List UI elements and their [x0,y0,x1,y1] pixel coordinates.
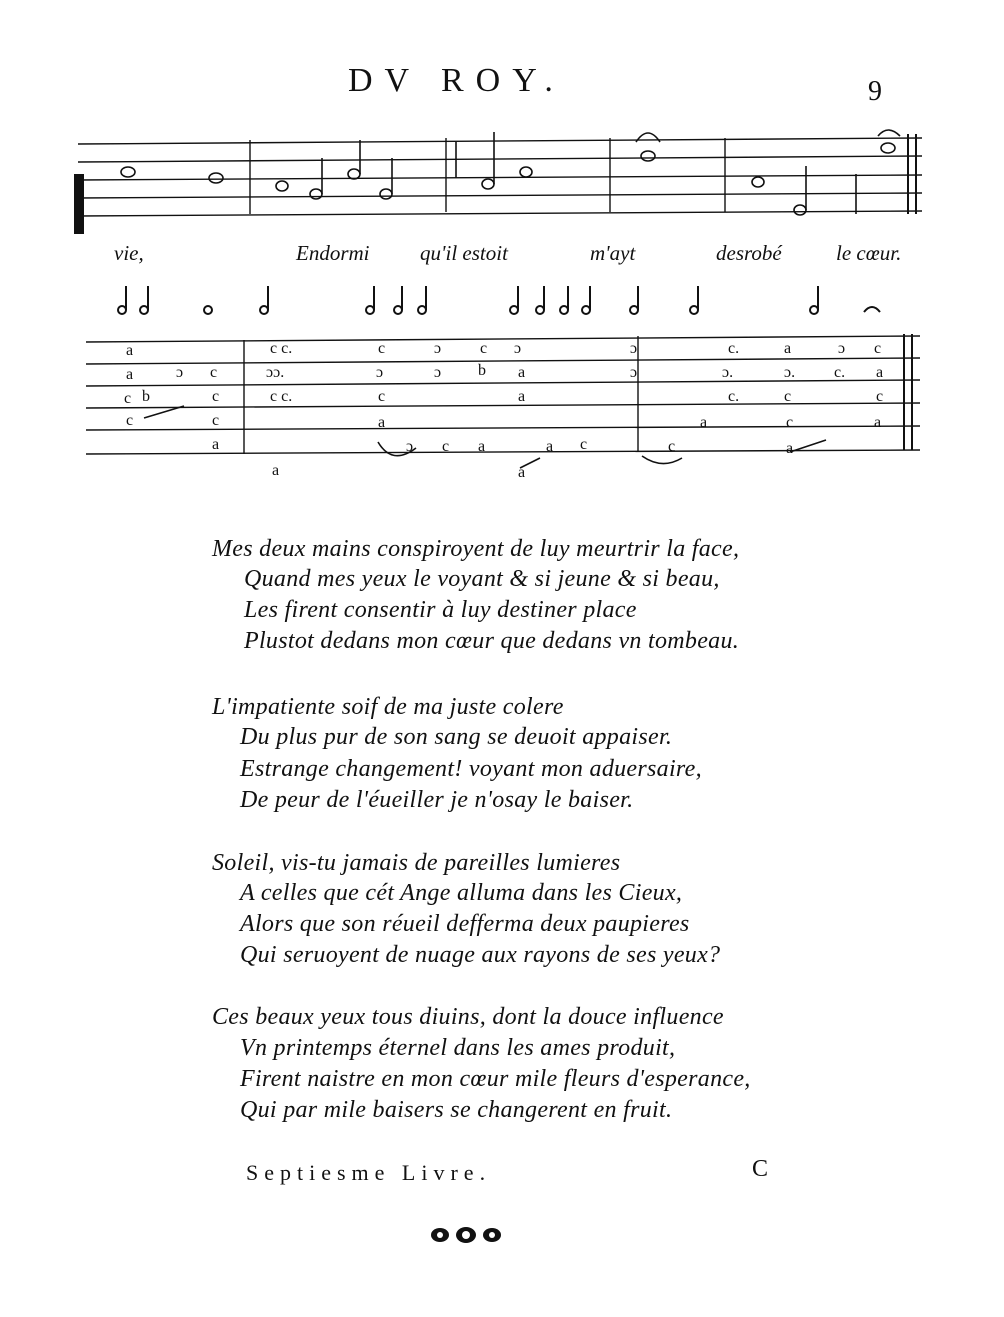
tab-bass-letter: a [272,462,280,479]
verse-line: A celles que cét Ange alluma dans les Cieux, [240,880,683,906]
tab-letter: c [210,364,218,381]
vocal-staff [70,118,930,240]
page-number: 9 [868,76,882,107]
tab-letter: a [126,366,134,383]
tab-letter: c. [728,388,740,405]
tab-letter: c [876,388,884,405]
tab-letter: ɔ [434,340,442,357]
verse-line: Alors que son réueil defferma deux paupieres [240,911,690,937]
tab-letter: c [786,414,794,431]
tab-letter: a [518,364,526,381]
tab-letter: b [478,362,486,379]
tab-letter: a [478,438,486,455]
tab-letter: c [212,388,220,405]
verse-line: Estrange changement! voyant mon aduersaire, [240,756,702,782]
tab-letter: a [518,388,526,405]
tab-letter: a [876,364,884,381]
verse-line: Ces beaux yeux tous diuins, dont la douce influence [212,1004,724,1030]
tab-letter: c. [728,340,740,357]
verse-line: Soleil, vis-tu jamais de pareilles lumieres [212,850,621,876]
verse-line: Qui par mile baisers se changerent en fruit. [240,1097,673,1123]
tab-letter: ɔ [434,364,442,381]
tab-letter: ɔ [630,364,638,381]
rhythm-signs [100,282,900,322]
tab-letter: c c. [270,340,293,357]
verse-line: Vn printemps éternel dans les ames produit, [240,1035,676,1061]
gathering-mark: C [752,1156,769,1182]
tab-letter: c. [834,364,846,381]
verse-line: L'impatiente soif de ma juste colere [212,694,564,720]
tab-letter: ɔ [514,340,522,357]
tab-letter: a [786,440,794,457]
verse-line: Firent naistre en mon cœur mile fleurs d'esperance, [240,1066,751,1092]
tab-letter: c [212,412,220,429]
tab-bass-letter: a [518,464,526,481]
tab-letter: c [480,340,488,357]
tab-letter: ɔ [630,340,638,357]
tab-letter: a [784,340,792,357]
tab-letter: ɔɔ. [266,364,285,381]
verse-line: Plustot dedans mon cœur que dedans vn tombeau. [244,628,740,654]
tab-letter: a [700,414,708,431]
signature-title: Septiesme Livre. [246,1160,492,1185]
tab-letter: c c. [270,388,293,405]
tab-letter: ɔ [838,340,846,357]
tab-letter: c [442,438,450,455]
lyric-syllable: le cœur. [836,241,902,265]
tab-letter: b [142,388,150,405]
tab-letter: a [874,414,882,431]
tab-letter: a [126,342,134,359]
tab-letter: c [784,388,792,405]
tab-letter: ɔ. [722,364,734,381]
tab-letter: c [874,340,882,357]
tab-letter: ɔ [406,438,414,455]
tab-letter: ɔ [376,364,384,381]
lyric-syllable: Endormi [296,241,370,265]
running-head: DV ROY. [348,62,565,99]
verse-line: Qui seruoyent de nuage aux rayons de ses yeux? [240,942,721,968]
tab-letter: ɔ. [784,364,796,381]
verse-line: De peur de l'éueiller je n'osay le baiser. [240,787,634,813]
tab-letter: c [126,412,134,429]
tab-letter: ɔ [176,364,184,381]
tab-letter: c [378,340,386,357]
tab-letter: c [668,438,676,455]
verse-line: Quand mes yeux le voyant & si jeune & si beau, [244,566,720,592]
tab-letter: a [212,436,220,453]
lyric-syllable: qu'il estoit [420,241,508,265]
lyric-syllable: desrobé [716,241,782,265]
tab-letter: a [378,414,386,431]
verse-line: Mes deux mains conspiroyent de luy meurtrir la face, [212,536,740,562]
verse-line: Les firent consentir à luy destiner place [244,597,637,623]
verse-line: Du plus pur de son sang se deuoit appaiser. [240,724,673,750]
lyric-syllable: vie, [114,241,144,265]
fleuron-ornament [426,1222,506,1248]
lyric-syllable: m'ayt [590,241,636,265]
tab-letter: c [580,436,588,453]
tab-letter: c [124,390,132,407]
tab-letter: c [378,388,386,405]
tab-letter: a [546,438,554,455]
